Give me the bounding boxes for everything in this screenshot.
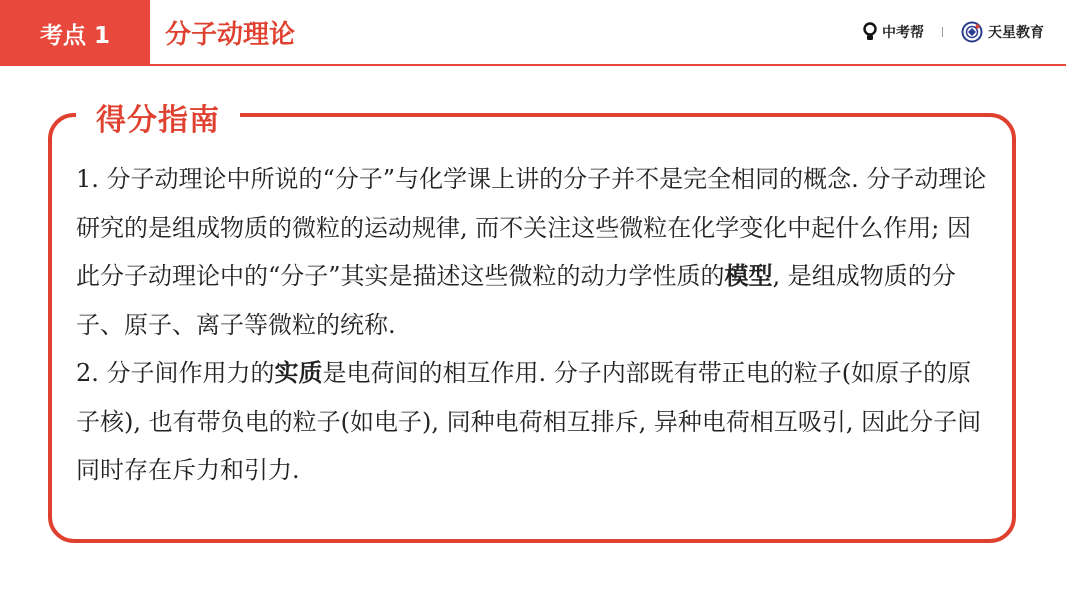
header <box>0 0 1066 66</box>
topic-badge: 考点 1 <box>0 0 150 66</box>
paragraph-2 <box>76 349 988 495</box>
header-divider <box>0 64 1066 66</box>
paragraph-2-text: 2. 分子间作用力的 <box>76 359 275 387</box>
brand-divider <box>942 27 943 37</box>
brand-tianxing <box>961 21 1044 43</box>
bulb-icon <box>863 22 877 42</box>
page-title: 分子动理论 <box>165 19 296 50</box>
paragraph-1-text-end: , 是组成物质的分子、原子、离子等微粒的统称. <box>76 262 956 339</box>
brand-zhongkaobang <box>863 22 924 42</box>
brand2-label: 天星教育 <box>988 25 1044 41</box>
tianxing-logo-icon <box>961 21 983 43</box>
paragraph-1-text: 1. 分子动理论中所说的“分子”与化学课上讲的分子并不是完全相同的概念. 分子动理论研究的是组成物质的微粒的运动规律, 而不关注这些微粒在化学变化中起什么作用; 因此分子动理论中的“分子”其实是描述这些微粒的动力学性质的 <box>76 165 987 290</box>
brand1-label: 中考帮 <box>882 25 924 41</box>
guide-content <box>76 155 988 495</box>
paragraph-1 <box>76 155 988 349</box>
brand-logos <box>863 0 1044 64</box>
paragraph-1-keyword: 模型 <box>724 261 773 290</box>
section-title: 得分指南 <box>76 98 240 136</box>
paragraph-2-keyword: 实质 <box>274 358 323 387</box>
paragraph-2-text-end: 是电荷间的相互作用. 分子内部既有带正电的粒子(如原子的原子核), 也有带负电的粒子(如电子), 同种电荷相互排斥, 异种电荷相互吸引, 因此分子间同时存在斥力和引力. <box>76 359 982 484</box>
